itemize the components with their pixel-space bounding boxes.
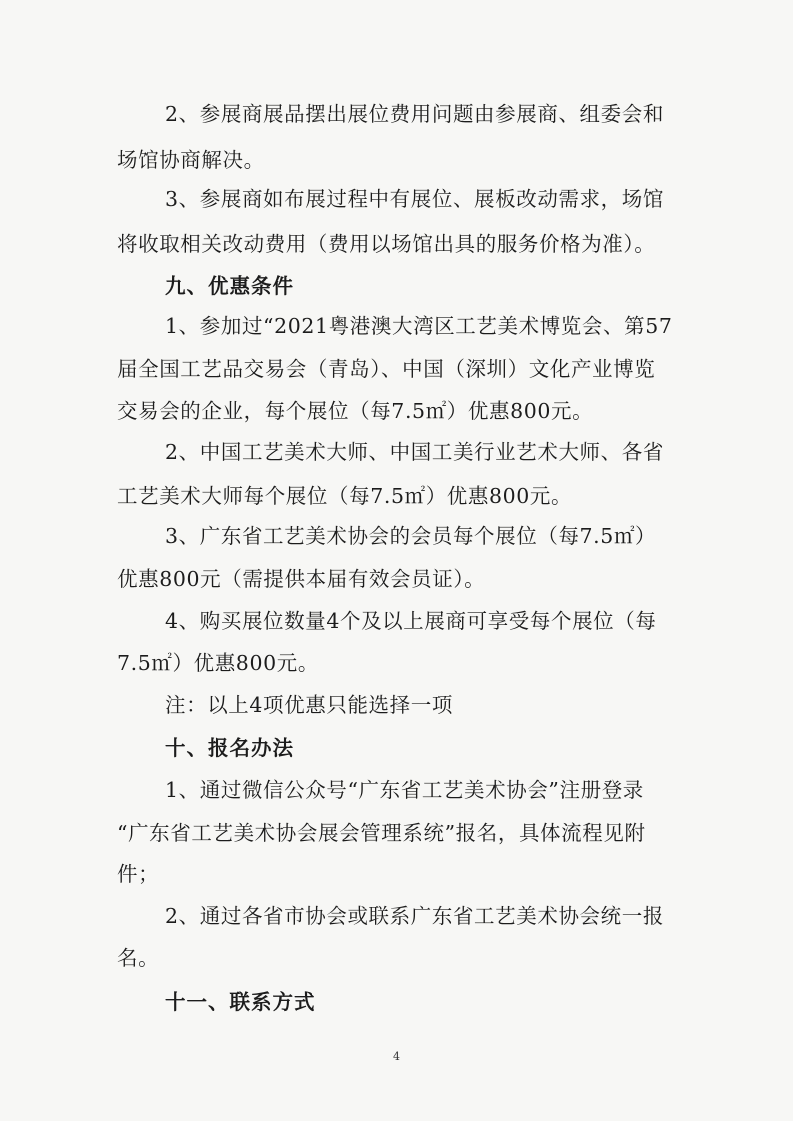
- paragraph-line: 优惠800元（需提供本届有效会员证）。: [117, 567, 486, 591]
- paragraph-line: 1、参加过“2021粤港澳大湾区工艺美术博览会、第57: [165, 314, 673, 338]
- page-number: 4: [393, 1050, 400, 1063]
- paragraph-line: 3、广东省工艺美术协会的会员每个展位（每7.5㎡）: [165, 524, 657, 548]
- paragraph-line: 1、通过微信公众号“广东省工艺美术协会”注册登录: [165, 778, 644, 802]
- paragraph-line: 2、中国工艺美术大师、中国工美行业艺术大师、各省: [165, 440, 664, 464]
- paragraph-line: 2、参展商展品摆出展位费用问题由参展商、组委会和: [165, 102, 664, 126]
- paragraph-line: 2、通过各省市协会或联系广东省工艺美术协会统一报: [165, 904, 664, 928]
- paragraph-line: 4、购买展位数量4个及以上展商可享受每个展位（每: [165, 609, 657, 633]
- section-heading-registration-method: 十、报名办法: [165, 736, 294, 760]
- paragraph-line: 届全国工艺品交易会（青岛）、中国（深圳）文化产业博览: [117, 357, 656, 381]
- paragraph-line: 名。: [117, 946, 160, 970]
- paragraph-line: 交易会的企业，每个展位（每7.5㎡）优惠800元。: [117, 399, 594, 423]
- paragraph-line: 工艺美术大师每个展位（每7.5㎡）优惠800元。: [117, 484, 573, 508]
- paragraph-line: 7.5㎡）优惠800元。: [117, 651, 319, 675]
- paragraph-line: 3、参展商如布展过程中有展位、展板改动需求，场馆: [165, 187, 664, 211]
- paragraph-line: 件；: [117, 862, 160, 886]
- paragraph-line: “广东省工艺美术协会展会管理系统”报名，具体流程见附: [117, 821, 646, 845]
- section-heading-preferential-conditions: 九、优惠条件: [165, 274, 294, 298]
- note-line: 注：以上4项优惠只能选择一项: [165, 693, 453, 717]
- paragraph-line: 将收取相关改动费用（费用以场馆出具的服务价格为准）。: [117, 232, 656, 256]
- paragraph-line: 场馆协商解决。: [117, 148, 265, 172]
- section-heading-contact-information: 十一、联系方式: [165, 990, 316, 1014]
